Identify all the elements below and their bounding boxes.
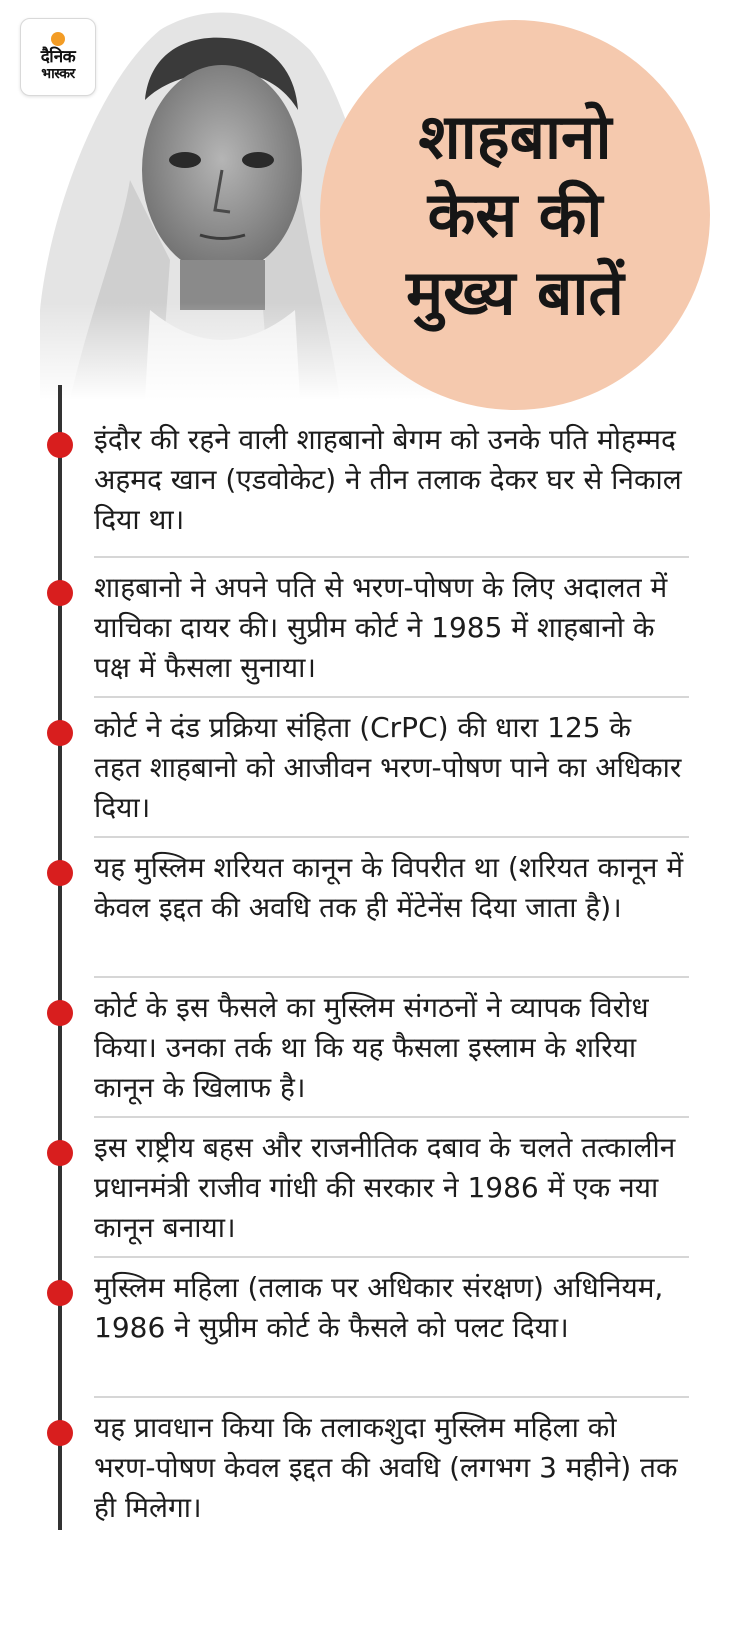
sun-icon: [51, 32, 65, 46]
bullet-dot-icon: [47, 580, 73, 606]
logo-line-2: भास्कर: [41, 66, 75, 83]
point-text: इंदौर की रहने वाली शाहबानो बेगम को उनके पति मोहम्मद अहमद खान (एडवोकेट) ने तीन तलाक देकर घर से निकाल दिया था।: [94, 423, 682, 536]
divider: [94, 976, 689, 978]
headline-line-1: शाहबानो: [418, 100, 612, 173]
point-text: कोर्ट के इस फैसले का मुस्लिम संगठनों ने व्यापक विरोध किया। उनका तर्क था कि यह फैसला इस्लाम के शरिया कानून के खिलाफ है।: [94, 991, 649, 1104]
bullet-dot-icon: [47, 1140, 73, 1166]
title-circle: [320, 20, 710, 410]
point-text: मुस्लिम महिला (तलाक पर अधिकार संरक्षण) अधिनियम, 1986 ने सुप्रीम कोर्ट के फैसले को पलट दिया।: [94, 1271, 664, 1344]
point-text: यह मुस्लिम शरियत कानून के विपरीत था (शरियत कानून में केवल इद्दत की अवधि तक ही मेंटेनेंस दिया जाता है)।: [94, 851, 684, 924]
divider: [94, 1396, 689, 1398]
point-text: कोर्ट ने दंड प्रक्रिया संहिता (CrPC) की धारा 125 के तहत शाहबानो को आजीवन भरण-पोषण पाने का अधिकार दिया।: [94, 711, 682, 824]
bullet-dot-icon: [47, 1280, 73, 1306]
divider: [94, 1256, 689, 1258]
point-text: यह प्रावधान किया कि तलाकशुदा मुस्लिम महिला को भरण-पोषण केवल इद्दत की अवधि (लगभग 3 महीने) तक ही मिलेगा।: [94, 1411, 678, 1524]
bullet-dot-icon: [47, 860, 73, 886]
divider: [94, 1116, 689, 1118]
headline-line-3: मुख्य बातें: [406, 256, 624, 329]
divider: [94, 836, 689, 838]
point-text: इस राष्ट्रीय बहस और राजनीतिक दबाव के चलते तत्कालीन प्रधानमंत्री राजीव गांधी की सरकार ने 1986 में एक नया कानून बनाया।: [94, 1131, 676, 1244]
bullet-dot-icon: [47, 720, 73, 746]
bullet-dot-icon: [47, 1420, 73, 1446]
headline-line-2: केस की: [427, 178, 603, 251]
divider: [94, 556, 689, 558]
point-text: शाहबानो ने अपने पति से भरण-पोषण के लिए अदालत में याचिका दायर की। सुप्रीम कोर्ट ने 1985 में शाहबानो के पक्ष में फैसला सुनाया।: [94, 571, 668, 684]
timeline-line: [58, 385, 62, 1530]
dainik-bhaskar-logo: [20, 18, 96, 96]
logo-line-1: दैनिक: [40, 47, 76, 68]
divider: [94, 696, 689, 698]
bullet-dot-icon: [47, 432, 73, 458]
headline: [365, 98, 665, 332]
bullet-dot-icon: [47, 1000, 73, 1026]
